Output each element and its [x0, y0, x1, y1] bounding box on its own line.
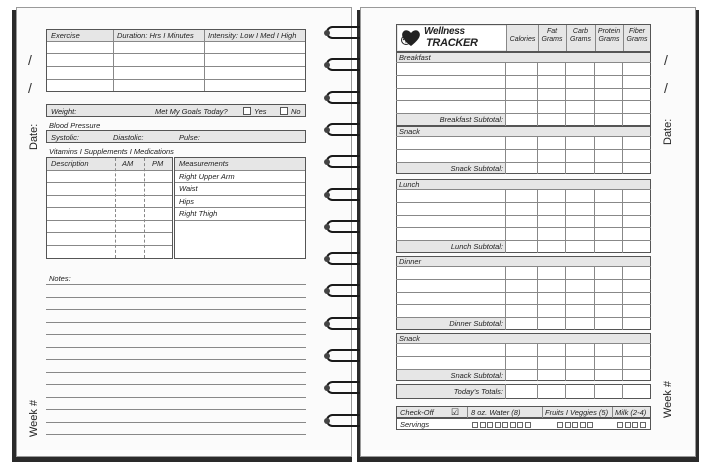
column-divider — [537, 189, 538, 253]
column-divider — [565, 384, 566, 399]
fat-col: Fat Grams — [541, 28, 563, 43]
notes-line[interactable] — [46, 297, 306, 298]
column-divider — [537, 136, 538, 174]
no-label: No — [291, 107, 301, 116]
intensity-col: Intensity: Low I Med I High — [208, 31, 297, 40]
notes-line[interactable] — [46, 309, 306, 310]
wellness-logo — [398, 26, 506, 50]
measurement-item: Waist — [179, 184, 198, 193]
column-divider — [594, 62, 595, 126]
bp-label: Blood Pressure — [49, 121, 101, 130]
logo-line1: Wellness — [424, 26, 465, 37]
column-divider — [537, 384, 538, 399]
column-divider — [622, 189, 623, 253]
snack1-subtotal-label: Snack Subtotal: — [450, 163, 503, 173]
food-row[interactable] — [396, 62, 651, 63]
notes-line[interactable] — [46, 384, 306, 385]
column-divider — [594, 189, 595, 253]
column-divider — [594, 384, 595, 399]
exercise-table — [46, 29, 306, 92]
ring-hole — [324, 418, 330, 424]
column-divider — [594, 343, 595, 381]
column-divider — [537, 266, 538, 330]
measurements-table — [174, 157, 306, 259]
calories-col: Calories — [509, 36, 536, 43]
carb-col: Carb Grams — [570, 28, 591, 43]
lunch-header — [397, 180, 650, 189]
food-row[interactable] — [396, 136, 651, 137]
no-checkbox[interactable] — [280, 107, 288, 115]
date-slash: / — [664, 80, 668, 96]
weight-row — [46, 104, 306, 117]
snack1-header — [397, 127, 650, 136]
notes-line[interactable] — [46, 322, 306, 323]
snack2-label: Snack — [399, 334, 420, 343]
food-row[interactable] — [396, 227, 651, 228]
water-boxes[interactable] — [472, 421, 532, 428]
column-divider — [565, 343, 566, 381]
ring-hole — [324, 192, 330, 198]
food-row[interactable] — [396, 266, 651, 267]
notes-line[interactable] — [46, 372, 306, 373]
column-divider — [537, 62, 538, 126]
food-row[interactable] — [396, 189, 651, 190]
notes-line[interactable] — [46, 397, 306, 398]
date-label-left: Date: — [28, 123, 40, 150]
food-row[interactable] — [396, 292, 651, 293]
column-divider — [622, 266, 623, 330]
column-divider — [622, 136, 623, 174]
ring-hole — [324, 95, 330, 101]
description-col: Description — [51, 159, 89, 168]
fruit-boxes[interactable] — [557, 421, 595, 428]
pm-col: PM — [152, 159, 164, 168]
column-divider — [622, 62, 623, 126]
dinner-subtotal-label: Dinner Subtotal: — [449, 319, 503, 329]
measurement-item: Hips — [179, 197, 195, 206]
notes-label: Notes: — [49, 274, 71, 283]
food-row[interactable] — [396, 88, 651, 89]
column-divider — [565, 189, 566, 253]
food-row[interactable] — [396, 356, 651, 357]
food-header — [396, 24, 651, 52]
date-slash: / — [664, 52, 668, 68]
checkbox-check-icon: ☑ — [451, 407, 460, 417]
date-label-right: Date: — [662, 118, 674, 145]
ring-hole — [324, 224, 330, 230]
dinner-header — [397, 257, 650, 266]
column-divider — [565, 62, 566, 126]
notes-line[interactable] — [46, 347, 306, 348]
ring-hole — [324, 321, 330, 327]
lunch-label: Lunch — [399, 180, 420, 189]
date-slash: / — [28, 52, 32, 68]
food-row[interactable] — [396, 304, 651, 305]
notes-line[interactable] — [46, 359, 306, 360]
column-divider — [565, 266, 566, 330]
goals-label: Met My Goals Today? — [155, 107, 228, 116]
measurements-header: Measurements — [179, 159, 229, 168]
fiber-col: Fiber Grams — [626, 28, 648, 43]
checkoff-row — [396, 406, 651, 418]
lunch-subtotal-label: Lunch Subtotal: — [450, 242, 503, 252]
date-slash: / — [28, 80, 32, 96]
milk-boxes[interactable] — [617, 421, 647, 428]
diastolic-label: Diastolic: — [113, 133, 144, 142]
week-label-left: Week # — [28, 399, 40, 437]
notes-line[interactable] — [46, 434, 306, 435]
column-divider — [505, 343, 506, 381]
column-divider — [505, 266, 506, 330]
yes-checkbox[interactable] — [243, 107, 251, 115]
servings-row — [396, 418, 651, 430]
am-col: AM — [122, 159, 134, 168]
notes-line[interactable] — [46, 409, 306, 410]
vitamins-table — [46, 157, 173, 259]
yes-label: Yes — [254, 107, 267, 116]
snack2-subtotal-label: Snack Subtotal: — [450, 370, 503, 380]
food-row[interactable] — [396, 215, 651, 216]
water-label: 8 oz. Water (8) — [471, 408, 521, 417]
food-row[interactable] — [396, 100, 651, 101]
column-divider — [594, 266, 595, 330]
weight-label: Weight: — [51, 107, 77, 116]
food-row[interactable] — [396, 279, 651, 280]
food-row[interactable] — [396, 343, 651, 344]
ring-hole — [324, 127, 330, 133]
checkoff-label: Check-Off — [400, 408, 434, 417]
dinner-label: Dinner — [399, 257, 422, 266]
fruits-label: Fruits I Veggies (5) — [545, 408, 609, 417]
measurement-item: Right Upper Arm — [179, 172, 235, 181]
milk-label: Milk (2-4) — [615, 408, 647, 417]
column-divider — [505, 136, 506, 174]
column-divider — [505, 384, 506, 399]
food-row[interactable] — [396, 75, 651, 76]
column-divider — [537, 343, 538, 381]
week-label-right: Week # — [662, 380, 674, 418]
vitamins-label: Vitamins I Supplements I Medications — [49, 147, 174, 156]
notes-line[interactable] — [46, 334, 306, 335]
column-divider — [622, 343, 623, 381]
ring-hole — [324, 353, 330, 359]
notes-line[interactable] — [46, 284, 306, 285]
column-divider — [565, 136, 566, 174]
servings-label: Servings — [400, 420, 430, 429]
exercise-col: Exercise — [51, 31, 80, 40]
column-divider — [622, 384, 623, 399]
breakfast-label: Breakfast — [399, 53, 431, 62]
ring-hole — [324, 30, 330, 36]
duration-col: Duration: Hrs I Minutes — [117, 31, 194, 40]
snack2-header — [397, 334, 650, 343]
heart-logo-icon — [400, 28, 422, 48]
breakfast-header — [397, 53, 650, 62]
breakfast-subtotal-label: Breakfast Subtotal: — [439, 115, 503, 125]
pulse-label: Pulse: — [179, 133, 200, 142]
protein-col: Protein Grams — [597, 28, 621, 43]
bp-row — [46, 130, 306, 143]
systolic-label: Systolic: — [51, 133, 79, 142]
food-row[interactable] — [396, 149, 651, 150]
snack1-label: Snack — [399, 127, 420, 136]
food-row[interactable] — [396, 202, 651, 203]
measurement-item: Right Thigh — [179, 209, 218, 218]
totals-label: Today's Totals: — [453, 387, 503, 396]
logo-line2: TRACKER — [426, 37, 478, 49]
column-divider — [505, 62, 506, 126]
column-divider — [594, 136, 595, 174]
column-divider — [505, 189, 506, 253]
notes-line[interactable] — [46, 422, 306, 423]
